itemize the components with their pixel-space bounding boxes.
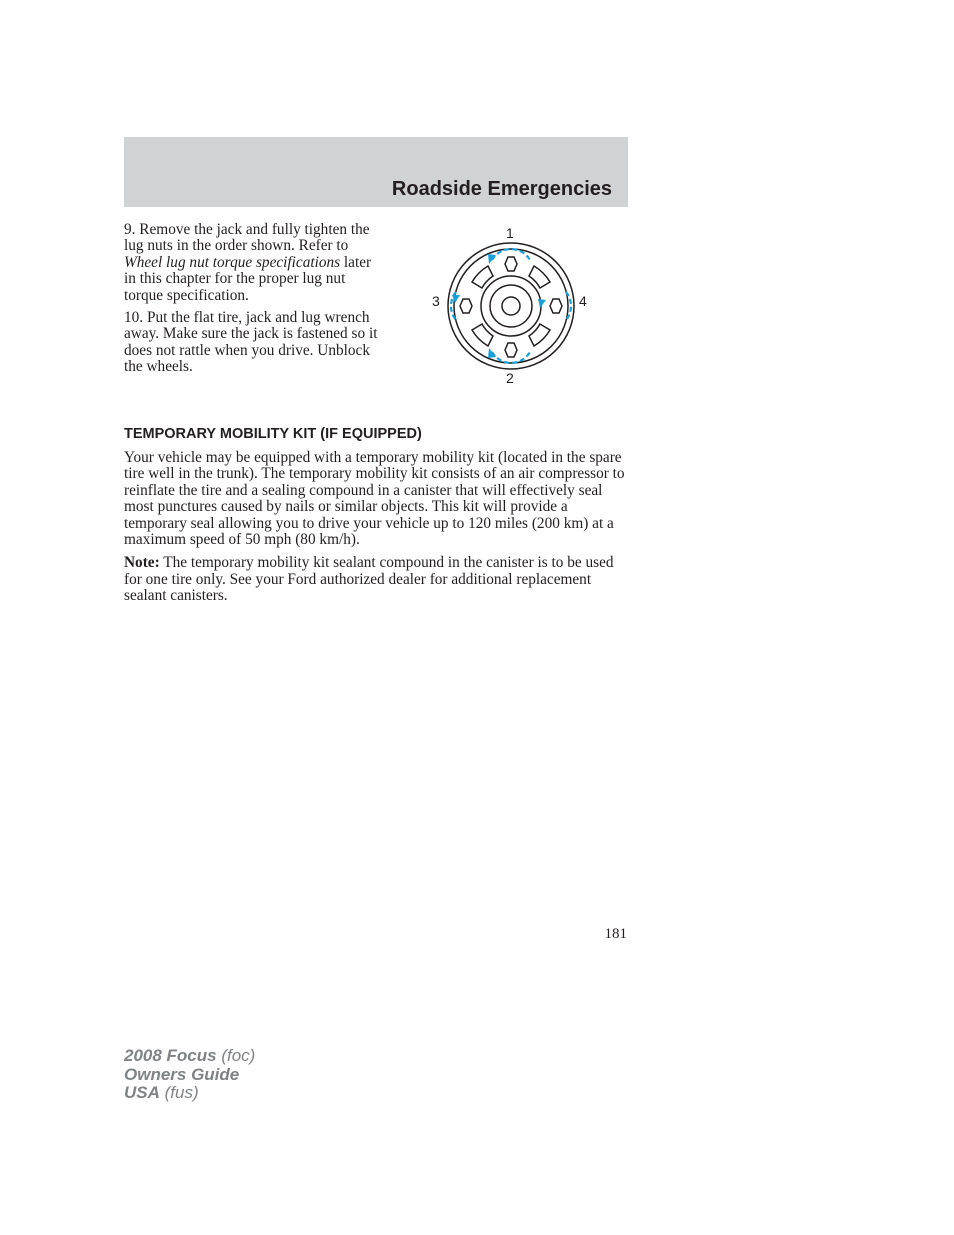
step-9-text-end: later in this chapter for the proper lug nut torque specification. bbox=[124, 253, 372, 304]
lug-nut-order-diagram bbox=[426, 222, 596, 390]
wheel-outer-rim bbox=[448, 243, 574, 369]
step-9-text-start: 9. Remove the jack and fully tighten the lug nuts in the order shown. Refer to bbox=[124, 221, 370, 255]
lug-order-label-4: 4 bbox=[579, 293, 587, 309]
torque-spec-reference: Wheel lug nut torque specifications bbox=[124, 253, 341, 271]
lug-nut-1 bbox=[505, 257, 517, 271]
page-number: 181 bbox=[604, 926, 627, 942]
mobility-kit-section bbox=[124, 450, 628, 612]
footer-market-code: (fus) bbox=[159, 1083, 199, 1102]
wheel-hub bbox=[490, 285, 532, 327]
mobility-kit-paragraph: Your vehicle may be equipped with a temporary mobility kit (located in the spare tire well in the trunk). The temporary mobility kit consists of an air compressor to reinflate the tire and a sealing compound in a canister that will effectively seal most punctures caused by nails or similar objects. This kit will provide a temporary seal allowing you to drive your vehicle up to 120 miles (200 km) at a maximum speed of 50 mph (80 km/h). bbox=[124, 449, 625, 549]
lug-order-label-1: 1 bbox=[506, 225, 514, 241]
arrowhead-icon bbox=[488, 254, 496, 264]
arrowhead-icon bbox=[488, 348, 496, 358]
footer-line-1 bbox=[124, 1047, 255, 1066]
wheel-center-bore bbox=[502, 297, 520, 315]
footer-model-code: (foc) bbox=[216, 1046, 256, 1065]
wheel-inner-rim bbox=[454, 249, 568, 363]
lug-order-label-2: 2 bbox=[506, 370, 514, 386]
footer-market: USA bbox=[124, 1083, 160, 1102]
footer-model: 2008 Focus bbox=[124, 1046, 217, 1065]
mobility-kit-note bbox=[124, 555, 628, 604]
arrowhead-icon bbox=[538, 299, 546, 308]
lug-order-label-3: 3 bbox=[432, 293, 440, 309]
footer-line-3 bbox=[124, 1084, 255, 1103]
section-title: Roadside Emergencies bbox=[391, 178, 612, 200]
arrowhead-icon bbox=[452, 295, 460, 303]
footer-line-2 bbox=[124, 1066, 255, 1085]
step-9 bbox=[124, 222, 379, 304]
step-10: 10. Put the flat tire, jack and lug wrench away. Make sure the jack is fastened so it does not rattle when you drive. Unblock the wheels. bbox=[124, 309, 378, 376]
lug-nut-steps bbox=[124, 222, 379, 382]
section-heading: TEMPORARY MOBILITY KIT (IF EQUIPPED) bbox=[124, 426, 422, 442]
footer-guide: Owners Guide bbox=[124, 1064, 240, 1084]
note-text: The temporary mobility kit sealant compound in the canister is to be used for one tire only. See your Ford authorized dealer for additional replacement sealant canisters. bbox=[124, 554, 614, 605]
document-footer bbox=[124, 1047, 255, 1103]
lug-nut-2 bbox=[505, 343, 517, 357]
lug-nut-4 bbox=[550, 299, 562, 313]
section-header-band bbox=[124, 137, 628, 207]
lug-nut-3 bbox=[460, 299, 472, 313]
note-label: Note: bbox=[124, 554, 160, 572]
